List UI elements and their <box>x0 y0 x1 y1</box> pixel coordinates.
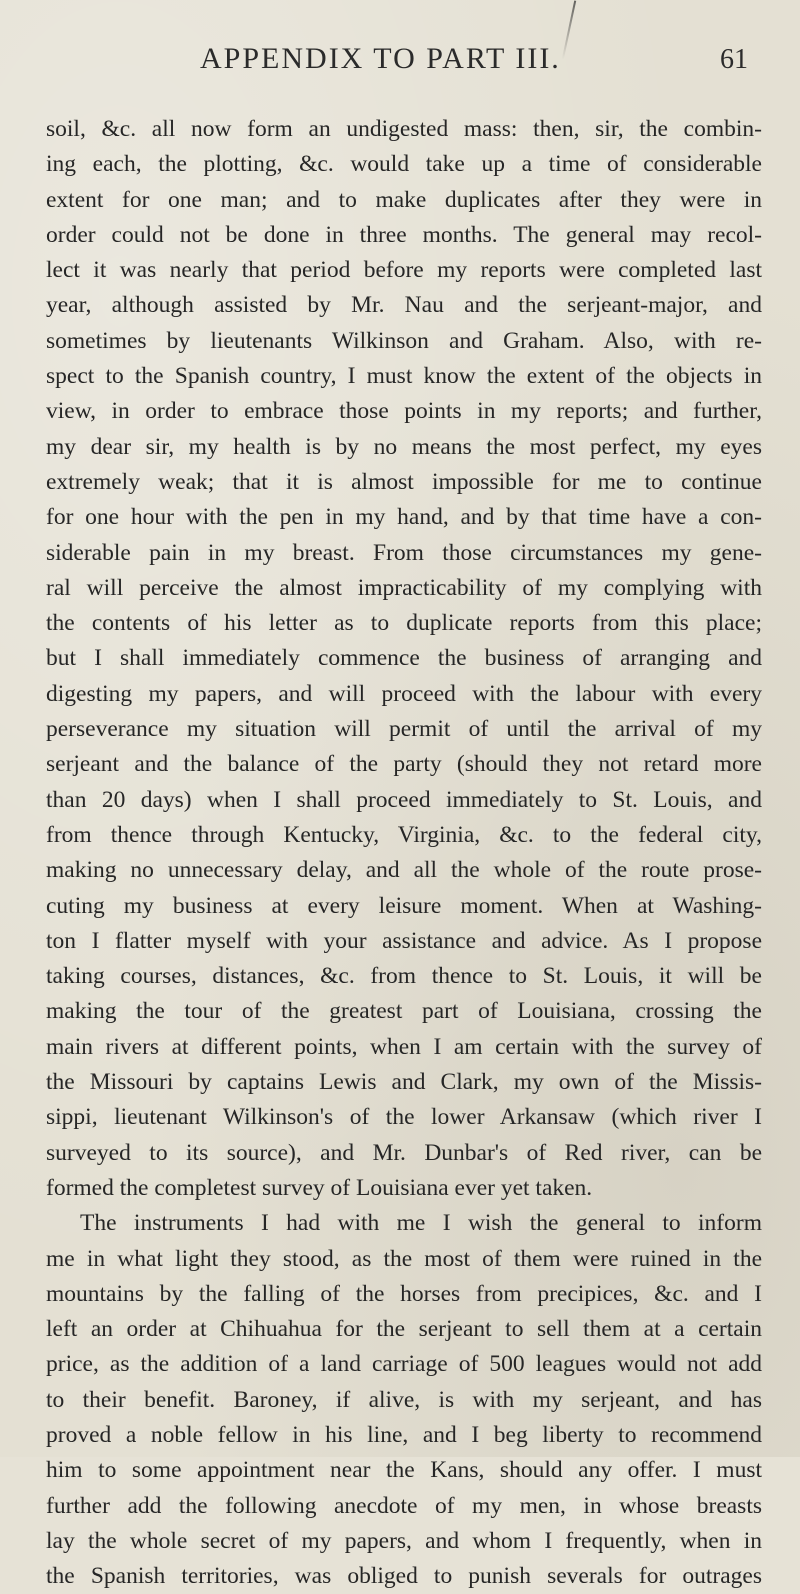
text-line: order could not be done in three months. The general may recol- <box>46 221 762 248</box>
text-line: ing each, the plotting, &c. would take up a time of considerable <box>46 151 762 178</box>
text-line: main rivers at different points, when I am certain with the survey of <box>46 1033 762 1060</box>
text-line: left an order at Chihuahua for the serjeant to sell them at a certain <box>46 1316 762 1343</box>
text-line: The instruments I had with me I wish the general to inform <box>80 1210 762 1237</box>
text-line: surveyed to its source), and Mr. Dunbar's of Red river, can be <box>46 1139 762 1166</box>
text-line: further add the following anecdote of my men, in whose breasts <box>46 1492 762 1519</box>
text-line: ton I flatter myself with your assistance and advice. As I propose <box>46 927 762 954</box>
text-line: perseverance my situation will permit of until the arrival of my <box>46 716 762 743</box>
text-line: to their benefit. Baroney, if alive, is with my serjeant, and has <box>46 1386 762 1413</box>
text-line: ral will perceive the almost impracticability of my complying with <box>46 574 762 601</box>
text-line: the Missouri by captains Lewis and Clark, my own of the Missis- <box>46 1069 762 1096</box>
text-line: view, in order to embrace those points in my reports; and further, <box>46 398 762 425</box>
text-line: from thence through Kentucky, Virginia, &c. to the federal city, <box>46 821 762 848</box>
text-line: me in what light they stood, as the most of them were ruined in the <box>46 1245 762 1272</box>
text-line: cuting my business at every leisure moment. When at Washing- <box>46 892 762 919</box>
text-line: taking courses, distances, &c. from thence to St. Louis, it will be <box>46 963 762 990</box>
text-line: sometimes by lieutenants Wilkinson and Graham. Also, with re- <box>46 327 762 354</box>
text-line: lect it was nearly that period before my reports were completed last <box>46 257 762 284</box>
text-line: my dear sir, my health is by no means the most perfect, my eyes <box>46 433 762 460</box>
text-line: him to some appointment near the Kans, should any offer. I must <box>46 1457 762 1484</box>
page-number: 61 <box>720 44 748 75</box>
text-line: but I shall immediately commence the business of arranging and <box>46 645 762 672</box>
text-line: the contents of his letter as to duplicate reports from this place; <box>46 610 762 637</box>
text-line: soil, &c. all now form an undigested mass: then, sir, the combin- <box>46 116 762 142</box>
page-header <box>0 42 800 88</box>
text-line: formed the completest survey of Louisiana ever yet taken. <box>46 1174 593 1201</box>
text-line: spect to the Spanish country, I must know the extent of the objects in <box>46 363 762 390</box>
text-line: siderable pain in my breast. From those circumstances my gene- <box>46 539 762 566</box>
text-line: proved a noble fellow in his line, and I beg liberty to recommend <box>46 1421 762 1448</box>
text-line: the Spanish territories, was obliged to punish severals for outrages <box>46 1563 762 1590</box>
text-line: mountains by the falling of the horses from precipices, &c. and I <box>46 1280 762 1307</box>
body-text <box>46 112 762 1594</box>
text-line: sippi, lieutenant Wilkinson's of the lower Arkansaw (which river I <box>46 1104 762 1131</box>
text-line: extremely weak; that it is almost impossible for me to continue <box>46 468 762 495</box>
text-line: for one hour with the pen in my hand, and by that time have a con- <box>46 504 762 531</box>
text-line: extent for one man; and to make duplicates after they were in <box>46 186 762 213</box>
text-line: year, although assisted by Mr. Nau and the serjeant-major, and <box>46 292 762 319</box>
text-line: lay the whole secret of my papers, and whom I frequently, when in <box>46 1527 762 1554</box>
text-line: making no unnecessary delay, and all the whole of the route prose- <box>46 857 762 884</box>
text-line: digesting my papers, and will proceed with the labour with every <box>46 680 762 707</box>
text-line: than 20 days) when I shall proceed immediately to St. Louis, and <box>46 786 762 813</box>
running-title: APPENDIX TO PART III. <box>200 42 561 75</box>
text-line: making the tour of the greatest part of Louisiana, crossing the <box>46 998 762 1025</box>
text-line: serjeant and the balance of the party (should they not retard more <box>46 751 762 778</box>
text-line: price, as the addition of a land carriage of 500 leagues would not add <box>46 1351 762 1378</box>
